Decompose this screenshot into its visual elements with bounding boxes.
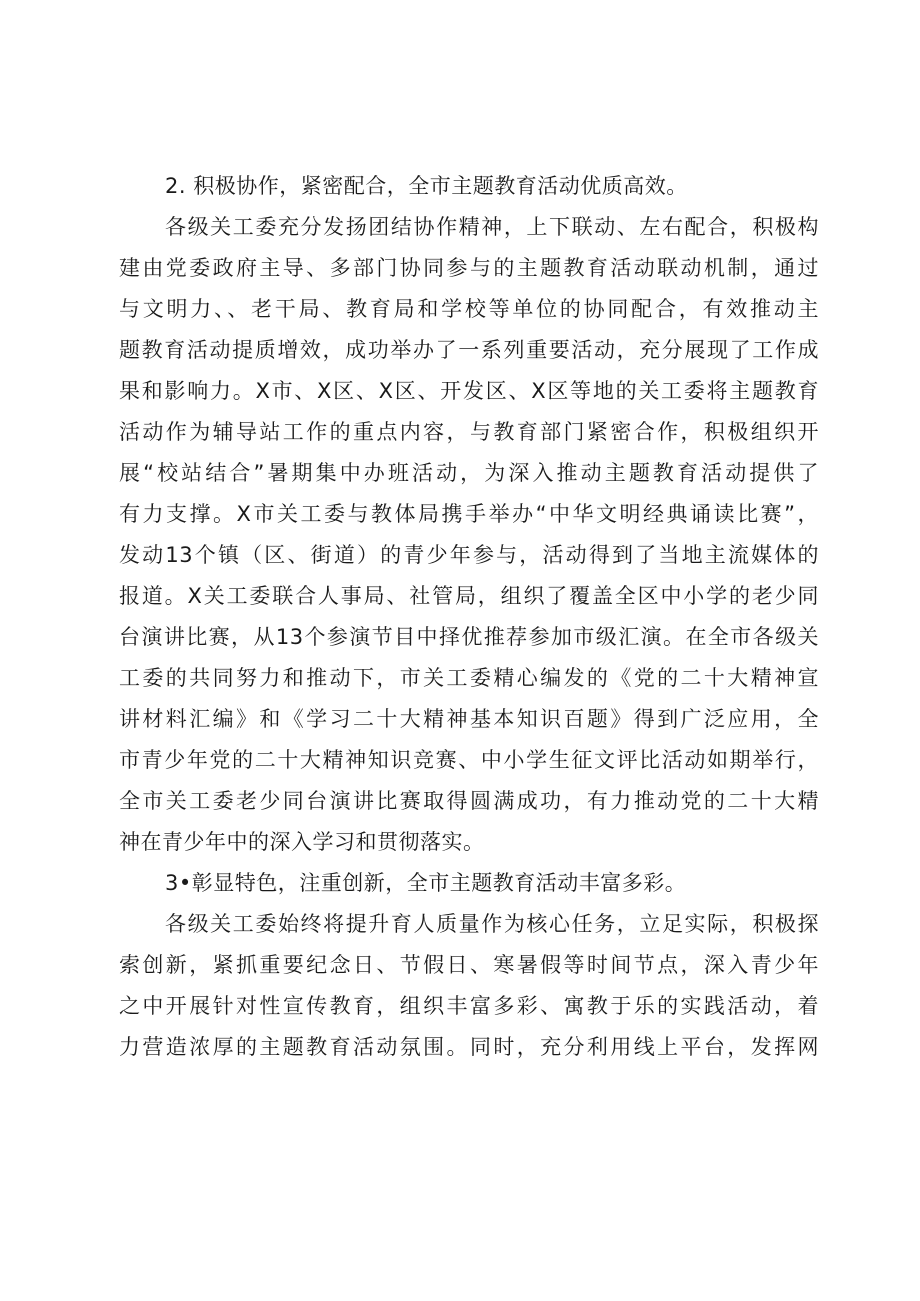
paragraph-line: 索创新，紧抓重要纪念日、节假日、寒暑假等时间节点，深入青少年	[119, 953, 819, 977]
paragraph-line: 各级关工委始终将提升育人质量作为核心任务，立足实际，积极探	[165, 912, 819, 936]
section-2-paragraph	[119, 207, 819, 863]
paragraph-line: 各级关工委充分发扬团结协作精神，上下联动、左右配合，积极构	[165, 215, 819, 239]
paragraph-line: 展“校站结合”暑期集中办班活动，为深入推动主题教育活动提供了	[119, 461, 819, 485]
document-body	[119, 166, 819, 1068]
paragraph-line: 台演讲比赛，从13个参演节目中择优推荐参加市级汇演。在全市各级关	[119, 625, 819, 649]
section-3	[119, 863, 819, 1068]
section-heading: 2. 积极协作，紧密配合，全市主题教育活动优质高效。	[165, 174, 688, 198]
section-2	[119, 166, 819, 863]
paragraph-line: 神在青少年中的深入学习和贯彻落实。	[119, 830, 485, 854]
paragraph-line: 发动13个镇（区、街道）的青少年参与，活动得到了当地主流媒体的	[119, 543, 819, 567]
section-3-paragraph	[119, 904, 819, 1068]
paragraph-line: 建由党委政府主导、多部门协同参与的主题教育活动联动机制，通过	[119, 256, 819, 280]
paragraph-line: 果和影响力。X市、X区、X区、开发区、X区等地的关工委将主题教育	[119, 379, 819, 403]
paragraph-line: 力营造浓厚的主题教育活动氛围。同时，充分利用线上平台，发挥网	[119, 1035, 819, 1059]
paragraph-line: 工委的共同努力和推动下，市关工委精心编发的《党的二十大精神宣	[119, 666, 819, 690]
paragraph-line: 与文明力、、老干局、教育局和学校等单位的协同配合，有效推动主	[119, 297, 819, 321]
paragraph-line: 报道。X关工委联合人事局、社管局，组织了覆盖全区中小学的老少同	[119, 584, 819, 608]
paragraph-line: 讲材料汇编》和《学习二十大精神基本知识百题》得到广泛应用，全	[119, 707, 819, 731]
paragraph-line: 活动作为辅导站工作的重点内容，与教育部门紧密合作，积极组织开	[119, 420, 819, 444]
paragraph-line: 有力支撑。X市关工委与教体局携手举办“中华文明经典诵读比赛”，	[119, 502, 819, 526]
paragraph-line: 市青少年党的二十大精神知识竞赛、中小学生征文评比活动如期举行，	[119, 748, 819, 772]
paragraph-line: 全市关工委老少同台演讲比赛取得圆满成功，有力推动党的二十大精	[119, 789, 819, 813]
section-heading: 3•彰显特色，注重创新，全市主题教育活动丰富多彩。	[165, 871, 687, 895]
paragraph-line: 题教育活动提质增效，成功举办了一系列重要活动，充分展现了工作成	[119, 338, 819, 362]
paragraph-line: 之中开展针对性宣传教育，组织丰富多彩、寓教于乐的实践活动，着	[119, 994, 819, 1018]
